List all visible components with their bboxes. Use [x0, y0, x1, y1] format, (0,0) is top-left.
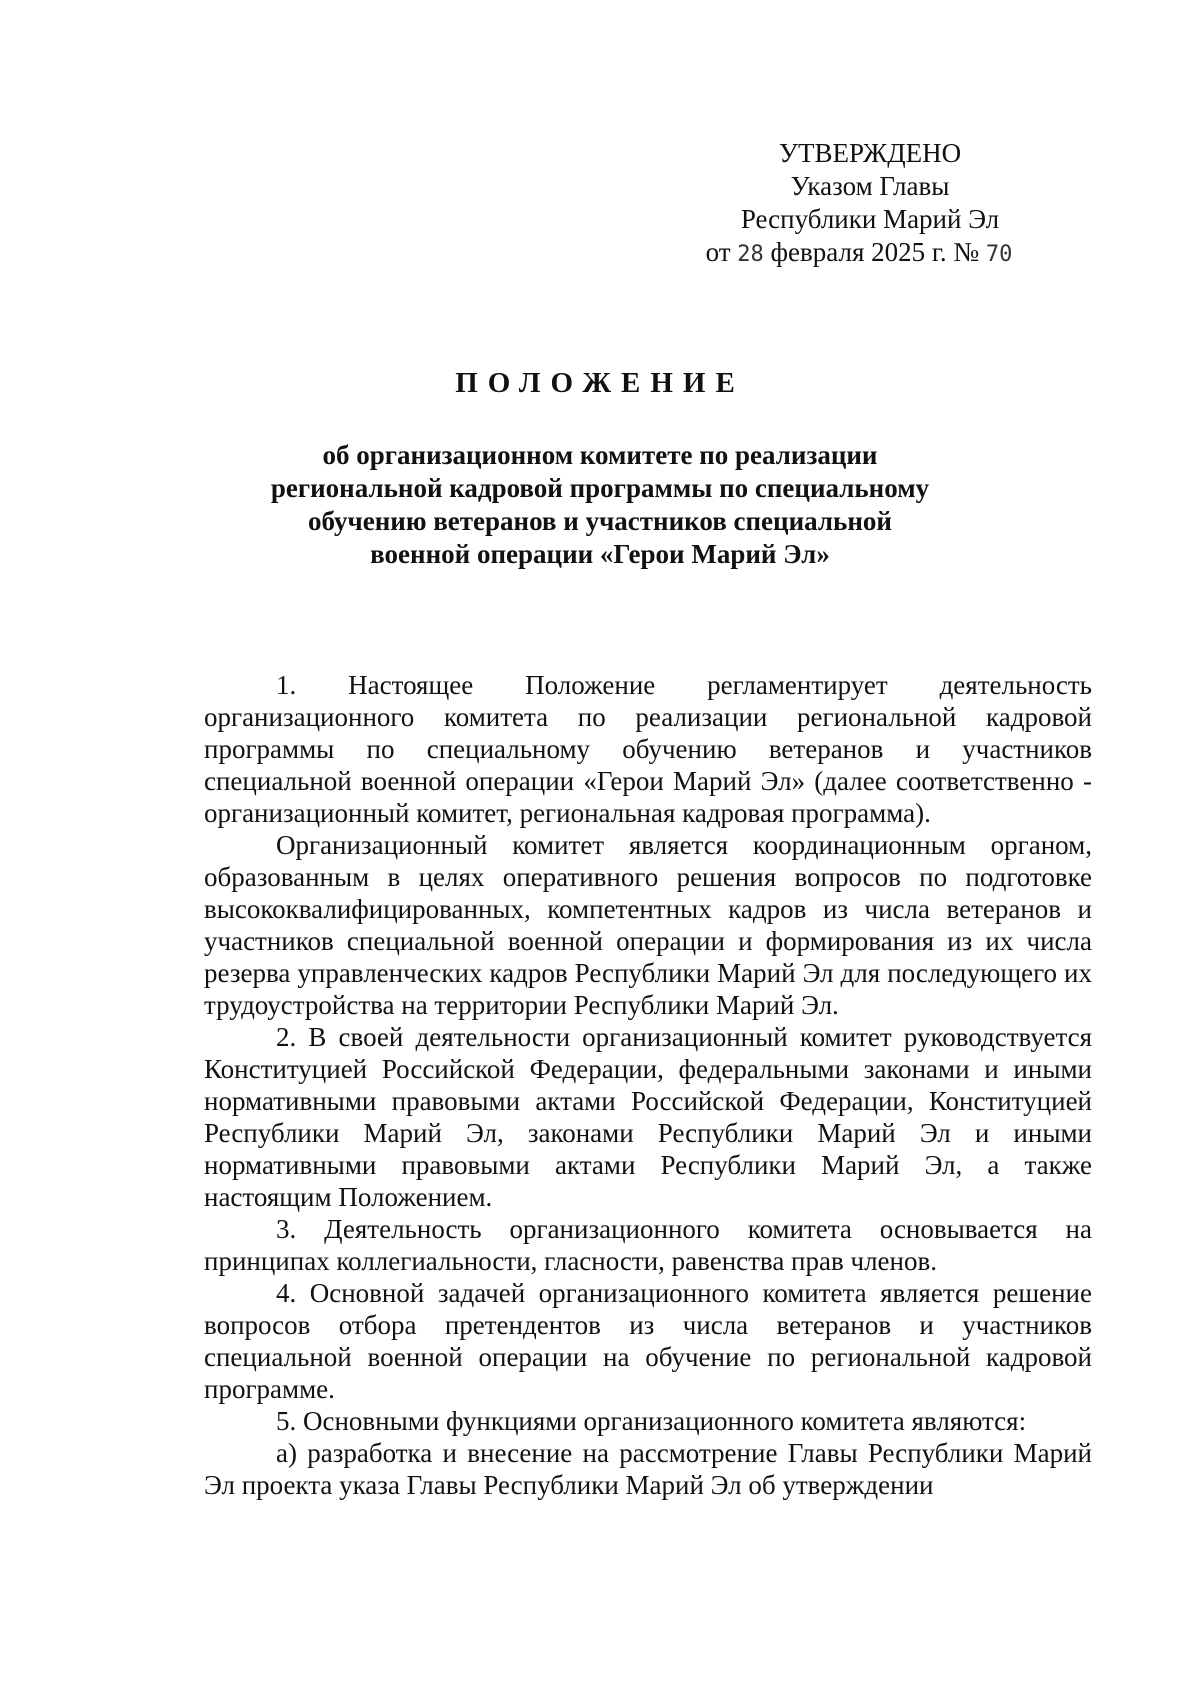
subtitle-line: региональной кадровой программы по специальному	[270, 473, 930, 503]
date-month-year: февраля 2025 г. №	[770, 237, 980, 267]
document-subtitle	[200, 439, 1000, 571]
approval-issuer: Указом Главы	[790, 171, 950, 201]
subtitle-line: об организационном комитете по реализации	[322, 440, 878, 470]
date-prefix: от	[705, 237, 731, 267]
paragraph-1: 1. Настоящее Положение регламентирует деятельность организационного комитета по реализации региональной кадровой программы по специальному обучению ветеранов и участников специальной военной операции «Герои Марий Эл» (далее соответственно - организационный комитет, региональная кадровая программа).	[204, 670, 1092, 828]
subtitle-line: обучению ветеранов и участников специальной	[308, 506, 892, 536]
paragraph-4: 4. Основной задачей организационного комитета является решение вопросов отбора претендентов из числа ветеранов и участников специальной военной операции на обучение по региональной кадровой программе.	[204, 1278, 1092, 1404]
title-block	[200, 365, 1000, 571]
approval-stamp	[690, 137, 1050, 271]
subtitle-line: военной операции «Герои Марий Эл»	[370, 539, 830, 569]
decree-number: 70	[985, 242, 1013, 267]
approval-title: УТВЕРЖДЕНО	[778, 138, 962, 168]
date-day: 28	[737, 242, 764, 267]
paragraph-1-cont: Организационный комитет является координационным органом, образованным в целях оперативного решения вопросов по подготовке высококвалифицированных, компетентных кадров из числа ветеранов и участников специальной военной операции и формирования из их числа резерва управленческих кадров Республики Марий Эл для последующего их трудоустройства на территории Республики Марий Эл.	[204, 830, 1092, 1020]
approval-date-line	[668, 236, 1050, 271]
paragraph-2: 2. В своей деятельности организационный комитет руководствуется Конституцией Российской Федерации, федеральными законами и иными нормативными правовыми актами Российской Федерации, Конституцией Республики Марий Эл, законами Республики Марий Эл и иными нормативными правовыми актами Республики Марий Эл, а также настоящим Положением.	[204, 1022, 1092, 1212]
paragraph-5a: а) разработка и внесение на рассмотрение Главы Республики Марий Эл проекта указа Главы Республики Марий Эл об утверждении	[204, 1438, 1092, 1500]
paragraph-3: 3. Деятельность организационного комитета основывается на принципах коллегиальности, гласности, равенства прав членов.	[204, 1214, 1092, 1276]
paragraph-5: 5. Основными функциями организационного комитета являются:	[276, 1406, 1027, 1436]
document-heading: ПОЛОЖЕНИЕ	[455, 367, 745, 399]
approval-region: Республики Марий Эл	[740, 204, 1000, 234]
document-body	[204, 669, 1092, 1501]
